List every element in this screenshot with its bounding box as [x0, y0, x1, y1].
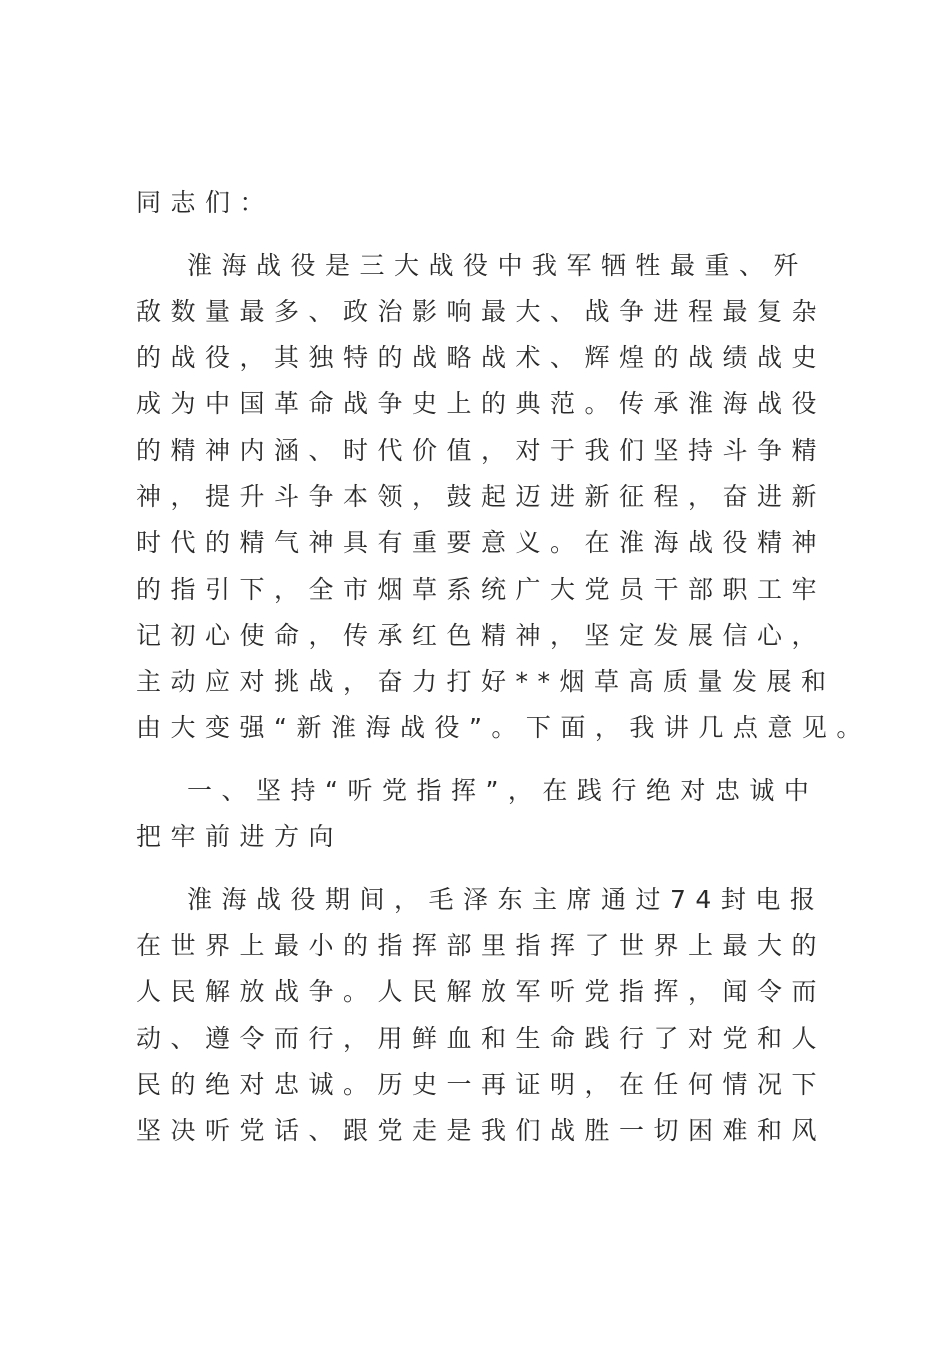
section-heading-line-1: 一、坚持“听党指挥”，在践行绝对忠诚中 — [187, 776, 819, 805]
paragraph-1-line-10: 主动应对挑战，奋力打好**烟草高质量发展和 — [136, 667, 836, 696]
paragraph-1-line-3: 的战役，其独特的战略战术、辉煌的战绩战史 — [136, 343, 827, 372]
paragraph-2-line-5: 民的绝对忠诚。历史一再证明，在任何情况下 — [136, 1070, 827, 1099]
paragraph-2-line-2: 在世界上最小的指挥部里指挥了世界上最大的 — [136, 931, 827, 960]
paragraph-2-line-6: 坚决听党话、跟党走是我们战胜一切困难和风 — [136, 1116, 827, 1145]
paragraph-2-line-1: 淮海战役期间，毛泽东主席通过74封电报 — [187, 885, 825, 914]
paragraph-1-line-1: 淮海战役是三大战役中我军牺牲最重、歼 — [187, 251, 809, 280]
section-heading-line-2: 把牢前进方向 — [136, 822, 344, 851]
paragraph-1-line-4: 成为中国革命战争史上的典范。传承淮海战役 — [136, 389, 827, 418]
salutation: 同志们： — [136, 188, 275, 217]
paragraph-2-line-3: 人民解放战争。人民解放军听党指挥，闻令而 — [136, 977, 827, 1006]
paragraph-2-line-4: 动、遵令而行，用鲜血和生命践行了对党和人 — [136, 1024, 827, 1053]
paragraph-1-line-5: 的精神内涵、时代价值，对于我们坚持斗争精 — [136, 436, 827, 465]
paragraph-1-line-6: 神，提升斗争本领，鼓起迈进新征程，奋进新 — [136, 482, 827, 511]
paragraph-1-line-9: 记初心使命，传承红色精神，坚定发展信心， — [136, 621, 827, 650]
paragraph-1-line-2: 敌数量最多、政治影响最大、战争进程最复杂 — [136, 297, 827, 326]
paragraph-1-line-11: 由大变强“新淮海战役”。下面，我讲几点意见。 — [136, 713, 871, 742]
paragraph-1-line-7: 时代的精气神具有重要意义。在淮海战役精神 — [136, 528, 827, 557]
paragraph-1-line-8: 的指引下，全市烟草系统广大党员干部职工牢 — [136, 575, 827, 604]
